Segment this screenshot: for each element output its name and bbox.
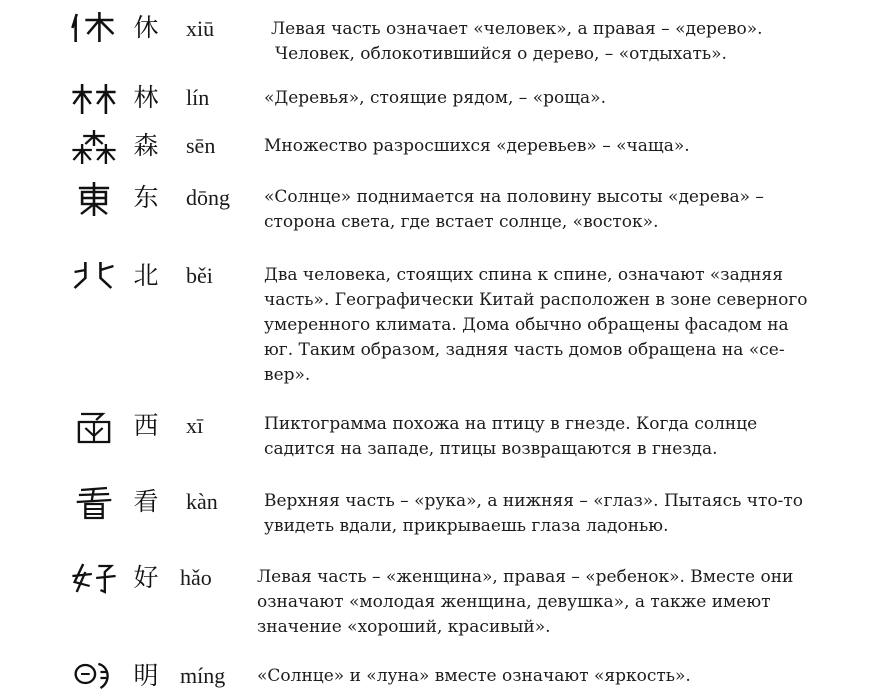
pinyin: lín — [186, 85, 210, 110]
description-line: сторона света, где встает солнце, «восток». — [264, 212, 659, 232]
ideogram-kan-seal-icon — [70, 486, 118, 520]
character: 好 — [133, 563, 159, 592]
character: 休 — [133, 13, 159, 42]
description — [264, 134, 784, 159]
description — [257, 664, 777, 689]
ideogram-ming-seal-icon — [70, 660, 118, 694]
character: 明 — [133, 661, 159, 690]
ideogram-lin-seal-icon — [70, 82, 118, 116]
description — [264, 86, 784, 111]
description — [264, 263, 808, 388]
description — [264, 185, 774, 235]
pinyin: běi — [186, 263, 213, 288]
pinyin: sēn — [186, 133, 216, 158]
description-line: увидеть вдали, прикрываешь глаза ладонью. — [264, 516, 669, 536]
description — [264, 489, 804, 539]
description-line: «Деревья», стоящие рядом, – «роща». — [264, 88, 606, 108]
ideogram-dong-seal-icon — [70, 182, 118, 216]
description — [257, 565, 794, 640]
pinyin: hǎo — [180, 565, 212, 590]
ideogram-xi-seal-icon — [70, 410, 118, 444]
description-line: означают «молодая женщина, девушка», а также имеют — [257, 592, 771, 612]
description-line: Множество разросшихся «деревьев» – «чаща». — [264, 136, 690, 156]
description-line: Пиктограмма похожа на птицу в гнезде. Когда солнце — [264, 414, 758, 434]
ideogram-xiu-seal-icon — [70, 10, 118, 44]
description-line: садится на западе, птицы возвращаются в гнезда. — [264, 439, 718, 459]
description-line: Левая часть означает «человек», а правая – «дерево». — [271, 19, 763, 39]
description-line: Человек, облокотившийся о дерево, – «отдыхать». — [275, 44, 727, 64]
description-line: Два человека, стоящих спина к спине, означают «задняя — [264, 265, 783, 285]
pinyin: dōng — [186, 185, 230, 210]
description — [271, 17, 791, 67]
description-line: Верхняя часть – «рука», а нижняя – «глаз». Пытаясь что-то — [264, 491, 804, 511]
pinyin: xī — [186, 413, 204, 438]
pinyin: kàn — [186, 489, 218, 514]
description — [264, 412, 764, 462]
description-line: юг. Таким образом, задняя часть домов обращена на «се- — [264, 340, 785, 360]
description-line: «Солнце» и «луна» вместе означают «яркость». — [257, 666, 691, 686]
description-line: умеренного климата. Дома обычно обращены фасадом на — [264, 315, 789, 335]
character: 东 — [133, 183, 159, 212]
pinyin: míng — [180, 663, 226, 688]
character: 林 — [133, 83, 159, 112]
character: 北 — [133, 261, 159, 290]
description-line: значение «хороший, красивый». — [257, 617, 551, 637]
description-line: часть». Географически Китай расположен в зоне северного — [264, 290, 808, 310]
pinyin: xiū — [186, 16, 215, 41]
description-line: «Солнце» поднимается на половину высоты «дерева» – — [264, 187, 764, 207]
description-line: вер». — [264, 365, 311, 385]
ideogram-bei-seal-icon — [70, 260, 118, 294]
character: 西 — [133, 411, 159, 440]
character: 看 — [133, 487, 159, 516]
character: 森 — [133, 131, 159, 160]
description-line: Левая часть – «женщина», правая – «ребенок». Вместе они — [257, 567, 794, 587]
ideogram-sen-seal-icon — [70, 130, 118, 164]
ideogram-hao-seal-icon — [70, 562, 118, 596]
